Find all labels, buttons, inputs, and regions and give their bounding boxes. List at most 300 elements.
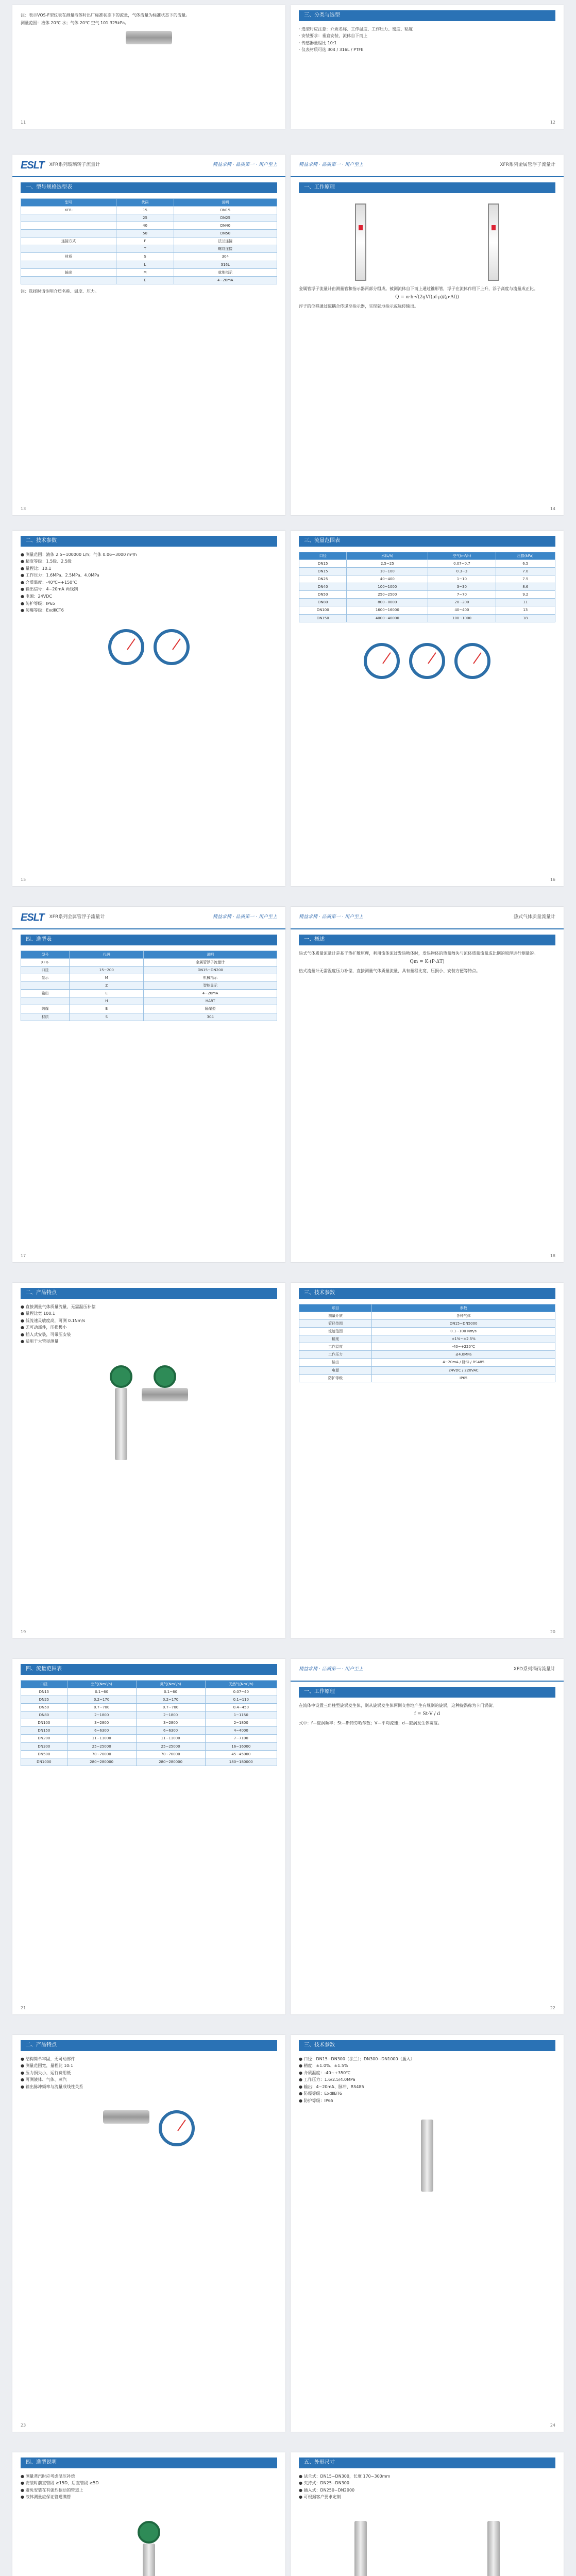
header-slogan: 精益求精 · 品质第一 · 用户至上	[299, 1667, 364, 1672]
table-cell	[21, 261, 116, 268]
table-cell: DN15	[299, 560, 347, 567]
brand-logo: ESLT	[21, 911, 44, 923]
table-row	[21, 214, 277, 222]
table-cell: 304	[174, 253, 277, 261]
list-item: ● 防护等级：IP65	[299, 2098, 333, 2104]
header-model: 热式气体质量流量计	[513, 914, 555, 920]
list-item: ● 防护等级：IP65	[21, 601, 55, 606]
page-number: 15	[21, 877, 26, 883]
table-header: 说明	[174, 198, 277, 206]
table-cell: 法兰连接	[174, 238, 277, 245]
pipe-illustration	[126, 31, 172, 44]
table-row	[299, 1327, 555, 1335]
section-band: 二、技术参数	[21, 536, 277, 547]
page-26	[291, 2452, 564, 2576]
body-text: 在流体中设置三角柱型旋涡发生体，则从旋涡发生体两侧交替地产生有规则的旋涡，这种旋涡称为卡门涡街。	[299, 1703, 497, 1708]
table-row	[21, 1005, 277, 1013]
list-item: ● 测量蒸汽时应考虑温压补偿	[21, 2473, 75, 2479]
table-row	[299, 583, 555, 591]
table-row	[299, 560, 555, 567]
table-cell: 2~1800	[136, 1711, 205, 1719]
table-cell: 8.6	[496, 583, 555, 591]
section-band: 一、工作原理	[299, 182, 555, 193]
table-row	[299, 591, 555, 599]
table-row	[21, 1742, 277, 1750]
table-row	[299, 614, 555, 622]
page-number: 20	[550, 1630, 555, 1635]
table-cell: 0.1~110	[205, 1696, 277, 1703]
table-cell: 工作压力	[299, 1351, 372, 1359]
table-cell: HART	[144, 997, 277, 1005]
table-cell: 口径	[21, 966, 70, 974]
table-row	[21, 238, 277, 245]
table-row	[299, 575, 555, 583]
page-12	[291, 5, 564, 129]
table-header: 氮气(Nm³/h)	[136, 1680, 205, 1688]
table-cell: XFR-	[21, 206, 116, 214]
table-row	[299, 1366, 555, 1374]
list-item: ● 直接测量气体质量流量，无需温压补偿	[21, 1304, 96, 1309]
section-band: 四、流量范围表	[21, 1664, 277, 1675]
table-cell: 材质	[21, 253, 116, 261]
section-band: 三、技术参数	[299, 2040, 555, 2051]
list-item: ● 介质温度：-40℃~+150℃	[21, 580, 77, 585]
table-cell	[21, 997, 70, 1005]
table-row	[21, 253, 277, 261]
table-header: 说明	[144, 951, 277, 958]
table-cell: 25~25000	[67, 1742, 136, 1750]
table-cell: M	[70, 974, 144, 981]
list-item: ● 夹持式：DN25~DN300	[299, 2481, 349, 2486]
brand-logo: ESLT	[21, 159, 44, 171]
table-cell: M	[116, 268, 174, 276]
table-cell: E	[70, 990, 144, 997]
table-row	[299, 1351, 555, 1359]
table-cell: 7.0	[496, 567, 555, 575]
table-cell: DN40	[299, 583, 347, 591]
table-cell: 6~6300	[67, 1727, 136, 1735]
table-cell: F	[116, 238, 174, 245]
table-cell: 0.1~100 Nm/s	[372, 1327, 555, 1335]
table-cell: 24VDC / 220VAC	[372, 1366, 555, 1374]
table-cell: 连接方式	[21, 238, 116, 245]
table-row	[21, 974, 277, 981]
table-cell: ±1%~±2.5%	[372, 1335, 555, 1343]
table-cell: 输出	[21, 990, 70, 997]
table-cell: 2~1800	[205, 1719, 277, 1727]
table-cell: L	[116, 261, 174, 268]
table-cell: XFR-	[21, 958, 70, 966]
list-item: ● 精度等级：1.5级、2.5级	[21, 559, 72, 564]
table-row	[21, 1727, 277, 1735]
table-cell: 4~20mA	[174, 276, 277, 284]
table-row	[299, 606, 555, 614]
table-cell	[21, 230, 116, 238]
table-cell: 25~25000	[136, 1742, 205, 1750]
list-item: ● 插入式：DN250~DN2000	[299, 2487, 355, 2493]
meter-head-illustration	[154, 1365, 176, 1388]
table-cell: 40~400	[347, 575, 428, 583]
table-cell: 40	[116, 222, 174, 229]
table-cell: 7~7100	[205, 1735, 277, 1742]
list-item: ● 输出脉冲频率与流量成线性关系	[21, 2084, 83, 2089]
list-item: ● 可测液体、气体、蒸汽	[21, 2077, 67, 2082]
section-band: 三、分类与选型	[299, 10, 555, 21]
table-cell: 70~70000	[67, 1750, 136, 1758]
list-item: ● 插入式安装，可带压安装	[21, 1332, 71, 1337]
list-item: ● 介质温度：-40~+350℃	[299, 2070, 351, 2075]
header-model: XFR系列金属管浮子流量计	[500, 162, 555, 168]
page-23	[12, 2035, 285, 2432]
table-cell: 6.5	[496, 560, 555, 567]
table-header: 天然气(Nm³/h)	[205, 1680, 277, 1688]
table-header: 压损(kPa)	[496, 552, 555, 560]
section-band: 二、产品特点	[21, 2040, 277, 2051]
table-cell: 材质	[21, 1013, 70, 1021]
table-row	[21, 1688, 277, 1696]
table-row	[299, 1312, 555, 1319]
table-cell: 电源	[299, 1366, 372, 1374]
table-cell: 7.5	[496, 575, 555, 583]
section-band: 二、产品特点	[21, 1288, 277, 1299]
table-cell: 100~1000	[428, 614, 496, 622]
body-text: 浮子的位移通过磁耦合传递至指示器，实现就地指示或远传输出。	[299, 304, 418, 309]
list-item: ● 液体测量应保证管道满管	[21, 2495, 71, 2500]
list-item: ● 输出：4~20mA、脉冲、RS485	[299, 2084, 364, 2089]
page-25	[12, 2452, 285, 2576]
formula: f = St·V / d	[414, 1711, 441, 1717]
table-cell: 800~8000	[347, 599, 428, 606]
table-header: 口径	[21, 1680, 67, 1688]
page-13	[12, 155, 285, 515]
table-cell: 0.3~3	[428, 567, 496, 575]
table-cell: 工作温度	[299, 1343, 372, 1351]
page-number: 22	[550, 2006, 555, 2011]
page-number: 21	[21, 2006, 26, 2011]
table-cell: DN15	[21, 1688, 67, 1696]
list-item: · 选型时应注意：介质名称、工作温度、工作压力、密度、粘度	[299, 26, 413, 31]
table-cell: 250~2500	[347, 591, 428, 599]
section-band: 四、选型说明	[21, 2458, 277, 2468]
page-number: 12	[550, 120, 555, 125]
table-cell: DN25	[21, 1696, 67, 1703]
selection-table	[21, 951, 277, 1021]
table-cell: DN50	[299, 591, 347, 599]
page-number: 16	[550, 877, 555, 883]
table-row	[21, 1013, 277, 1021]
table-cell: 16~16000	[205, 1742, 277, 1750]
list-item: ● 无可动部件，压损极小	[21, 1325, 67, 1330]
flow-range-table	[299, 552, 555, 622]
meter-dial-illustration	[364, 643, 400, 679]
table-cell: 9.2	[496, 591, 555, 599]
section-band: 五、外形尺寸	[299, 2458, 555, 2468]
table-cell: 100~1000	[347, 583, 428, 591]
table-row	[299, 1374, 555, 1382]
table-cell: 15~200	[70, 966, 144, 974]
section-band: 一、型号规格选型表	[21, 182, 277, 193]
meter-dial-illustration	[108, 629, 144, 665]
page-number: 17	[21, 1253, 26, 1259]
page-18	[291, 907, 564, 1262]
table-row	[299, 1359, 555, 1366]
table-cell: 0.1~60	[67, 1688, 136, 1696]
table-cell: 11~11000	[136, 1735, 205, 1742]
table-row	[299, 567, 555, 575]
header-model: XFR系列玻璃转子流量计	[49, 162, 100, 168]
table-cell: DN40	[174, 222, 277, 229]
selection-table	[21, 198, 277, 285]
table-cell: 316L	[174, 261, 277, 268]
table-cell: 防爆	[21, 1005, 70, 1013]
section-band: 四、选型表	[21, 935, 277, 945]
table-cell: 0.7~700	[67, 1703, 136, 1711]
table-cell: 4~20mA	[144, 990, 277, 997]
table-cell: 15	[116, 206, 174, 214]
probe-illustration	[421, 2120, 433, 2192]
table-cell: 3~2800	[136, 1719, 205, 1727]
table-cell	[70, 958, 144, 966]
table-cell: 0.2~170	[136, 1696, 205, 1703]
table-row	[21, 982, 277, 990]
table-row	[21, 997, 277, 1005]
table-cell: 11	[496, 599, 555, 606]
table-cell: 0.1~60	[136, 1688, 205, 1696]
probe-illustration	[487, 2521, 500, 2576]
table-cell: 10~100	[347, 567, 428, 575]
table-cell: T	[116, 245, 174, 253]
table-cell	[21, 245, 116, 253]
spec-table	[299, 1304, 555, 1382]
table-cell	[21, 222, 116, 229]
meter-dial-illustration	[154, 629, 190, 665]
table-header: 参数	[372, 1304, 555, 1312]
table-cell: 金属管浮子流量计	[144, 958, 277, 966]
table-cell: DN15~DN5000	[372, 1319, 555, 1327]
table-cell: 20~200	[428, 599, 496, 606]
list-item: ● 电源：24VDC	[21, 594, 52, 599]
list-item: ● 输出信号：4~20mA 两线制	[21, 587, 78, 592]
table-cell: 304	[144, 1013, 277, 1021]
table-cell: 180~180000	[205, 1758, 277, 1766]
table-cell: DN15	[299, 567, 347, 575]
table-cell: 0.4~450	[205, 1703, 277, 1711]
table-row	[21, 206, 277, 214]
section-band: 三、技术参数	[299, 1288, 555, 1299]
table-row	[21, 958, 277, 966]
table-cell: 280~280000	[136, 1758, 205, 1766]
table-cell: 防护等级	[299, 1374, 372, 1382]
table-cell: Z	[70, 982, 144, 990]
page-17	[12, 907, 285, 1262]
list-item: ● 量程比：10:1	[21, 566, 52, 571]
body-text: 测量范围：液体 20℃ 水；气体 20℃ 空气 101.325kPa。	[21, 20, 129, 25]
table-cell: 4000~40000	[347, 614, 428, 622]
table-cell: 输出	[21, 268, 116, 276]
table-cell: DN15~DN200	[144, 966, 277, 974]
table-cell: 输出	[299, 1359, 372, 1366]
table-cell: B	[70, 1005, 144, 1013]
page-20	[291, 1283, 564, 1638]
list-item: ● 测量范围宽，量程比 10:1	[21, 2063, 74, 2069]
list-item: ● 压力损失小，运行费用低	[21, 2070, 71, 2075]
table-cell: 7~70	[428, 591, 496, 599]
table-cell: 隔爆型	[144, 1005, 277, 1013]
table-header: 空气(Nm³/h)	[67, 1680, 136, 1688]
list-item: ● 防爆等级：ExdⅡCT6	[21, 608, 64, 613]
body-text: 式中：f—旋涡频率；St—斯特劳哈尔数；V—平均流速；d—旋涡发生体宽度。	[299, 1721, 442, 1726]
page-16	[291, 531, 564, 886]
meter-dial-illustration	[159, 2110, 195, 2146]
table-cell: H	[70, 997, 144, 1005]
section-band: 一、概述	[299, 935, 555, 945]
table-cell: ≤4.0MPa	[372, 1351, 555, 1359]
table-cell: 2.5~25	[347, 560, 428, 567]
table-cell: 0.07~0.7	[428, 560, 496, 567]
list-item: · 安装要求：垂直安装，流体自下而上	[299, 33, 368, 39]
table-cell: 6~6300	[136, 1727, 205, 1735]
page-number: 24	[550, 2423, 555, 2428]
table-row	[21, 268, 277, 276]
body-text: 热式气体质量流量计是基于热扩散原理，利用流体流过发热物体时，发热物体的热量散失与流体质量流量成比例的原理进行测量的。	[299, 951, 538, 956]
table-cell: DN100	[299, 606, 347, 614]
table-cell: 280~280000	[67, 1758, 136, 1766]
table-cell: 显示	[21, 974, 70, 981]
list-item: · 传感器量程比 10:1	[299, 40, 337, 45]
list-item: ● 工作压力：1.6MPa、2.5MPa、4.0MPa	[21, 573, 99, 578]
probe-illustration	[143, 2544, 155, 2576]
table-cell: 管径范围	[299, 1319, 372, 1327]
table-header: 型号	[21, 198, 116, 206]
table-row	[299, 1319, 555, 1327]
table-cell: 流速范围	[299, 1327, 372, 1335]
page-15	[12, 531, 285, 886]
table-cell: 3~2800	[67, 1719, 136, 1727]
table-cell: DN150	[21, 1727, 67, 1735]
header-slogan: 精益求精 · 品质第一 · 用户至上	[212, 914, 277, 920]
table-row	[21, 1696, 277, 1703]
table-cell: 就地指示	[174, 268, 277, 276]
table-cell: 11~11000	[67, 1735, 136, 1742]
table-cell: DN50	[21, 1703, 67, 1711]
table-cell: DN15	[174, 206, 277, 214]
list-item: · 仪表材质可选 304 / 316L / PTFE	[299, 47, 364, 53]
page-number: 18	[550, 1253, 555, 1259]
flow-range-table	[21, 1680, 277, 1767]
table-cell: 13	[496, 606, 555, 614]
list-item: ● 结构简单牢固，无可动部件	[21, 2056, 75, 2061]
table-row	[21, 222, 277, 229]
table-cell: 4~4000	[205, 1727, 277, 1735]
table-row	[299, 1343, 555, 1351]
table-cell	[21, 982, 70, 990]
table-cell: 机械指示	[144, 974, 277, 981]
table-row	[21, 1758, 277, 1766]
table-cell: 各种气体	[372, 1312, 555, 1319]
table-cell: 1~1150	[205, 1711, 277, 1719]
page-22	[291, 1659, 564, 2014]
page-number: 11	[21, 120, 26, 125]
pipe-illustration	[103, 2110, 149, 2124]
table-row	[21, 261, 277, 268]
table-cell: 智能显示	[144, 982, 277, 990]
table-cell: 3~30	[428, 583, 496, 591]
list-item: ● 量程比宽 100:1	[21, 1311, 56, 1316]
table-header: 项目	[299, 1304, 372, 1312]
meter-head-illustration	[110, 1365, 132, 1388]
table-row	[21, 245, 277, 253]
table-header: 代码	[116, 198, 174, 206]
table-header: 口径	[299, 552, 347, 560]
table-cell: DN25	[299, 575, 347, 583]
table-cell: 2~1800	[67, 1711, 136, 1719]
table-row	[21, 230, 277, 238]
list-item: ● 测量范围：液体 2.5~100000 L/h；气体 0.06~3000 m³/h	[21, 552, 137, 557]
table-row	[21, 1703, 277, 1711]
page-number: 14	[550, 506, 555, 512]
table-row	[21, 1735, 277, 1742]
header-slogan: 精益求精 · 品质第一 · 用户至上	[212, 162, 277, 168]
table-header: 代码	[70, 951, 144, 958]
table-cell: S	[116, 253, 174, 261]
list-item: ● 工作压力：1.6/2.5/4.0MPa	[299, 2077, 355, 2082]
table-row	[21, 1719, 277, 1727]
table-cell: DN200	[21, 1735, 67, 1742]
header-model: XFR系列金属管浮子流量计	[49, 914, 105, 920]
table-cell: DN1000	[21, 1758, 67, 1766]
page-14	[291, 155, 564, 515]
table-cell: 0.07~40	[205, 1688, 277, 1696]
table-cell: 4~20mA / 脉冲 / RS485	[372, 1359, 555, 1366]
table-cell: DN100	[21, 1719, 67, 1727]
table-row	[299, 1335, 555, 1343]
glass-tube-illustration	[488, 204, 499, 281]
section-band: 一、工作原理	[299, 1687, 555, 1698]
table-cell: DN50	[174, 230, 277, 238]
page-number: 13	[21, 506, 26, 512]
table-row	[21, 966, 277, 974]
note-text: 注：选择时请注明介质名称、温度、压力。	[21, 289, 99, 294]
page-19	[12, 1283, 285, 1638]
table-row	[299, 599, 555, 606]
table-cell: 50	[116, 230, 174, 238]
table-header: 水(L/h)	[347, 552, 428, 560]
table-cell: 70~70000	[136, 1750, 205, 1758]
header-model: XFD系列涡街流量计	[513, 1667, 555, 1672]
table-cell: 测量介质	[299, 1312, 372, 1319]
meter-dial-illustration	[454, 643, 490, 679]
list-item: ● 法兰式：DN15~DN300，长度 170~300mm	[299, 2473, 391, 2479]
table-row	[21, 276, 277, 284]
body-text: 热式流量计无需温度压力补偿，直接测量气体质量流量，具有量程比宽、压损小、安装方便等特点。	[299, 969, 480, 974]
table-cell: 25	[116, 214, 174, 222]
list-item: ● 精度：±1.0%、±1.5%	[299, 2063, 348, 2069]
table-cell: DN80	[21, 1711, 67, 1719]
header-slogan: 精益求精 · 品质第一 · 用户至上	[299, 914, 364, 920]
table-cell: 1600~16000	[347, 606, 428, 614]
table-cell: -40~+220℃	[372, 1343, 555, 1351]
list-item: ● 避免安装在有强烈振动的管道上	[21, 2487, 83, 2493]
table-cell: 18	[496, 614, 555, 622]
table-header: 空气(m³/h)	[428, 552, 496, 560]
table-cell: 0.7~700	[136, 1703, 205, 1711]
formula: Qm = K·(P·ΔT)	[410, 959, 445, 965]
section-band: 三、流量范围表	[299, 536, 555, 547]
list-item: ● 防爆等级：ExdⅡBT6	[299, 2091, 342, 2096]
table-cell: DN25	[174, 214, 277, 222]
meter-head-illustration	[138, 2521, 160, 2544]
table-cell: DN80	[299, 599, 347, 606]
